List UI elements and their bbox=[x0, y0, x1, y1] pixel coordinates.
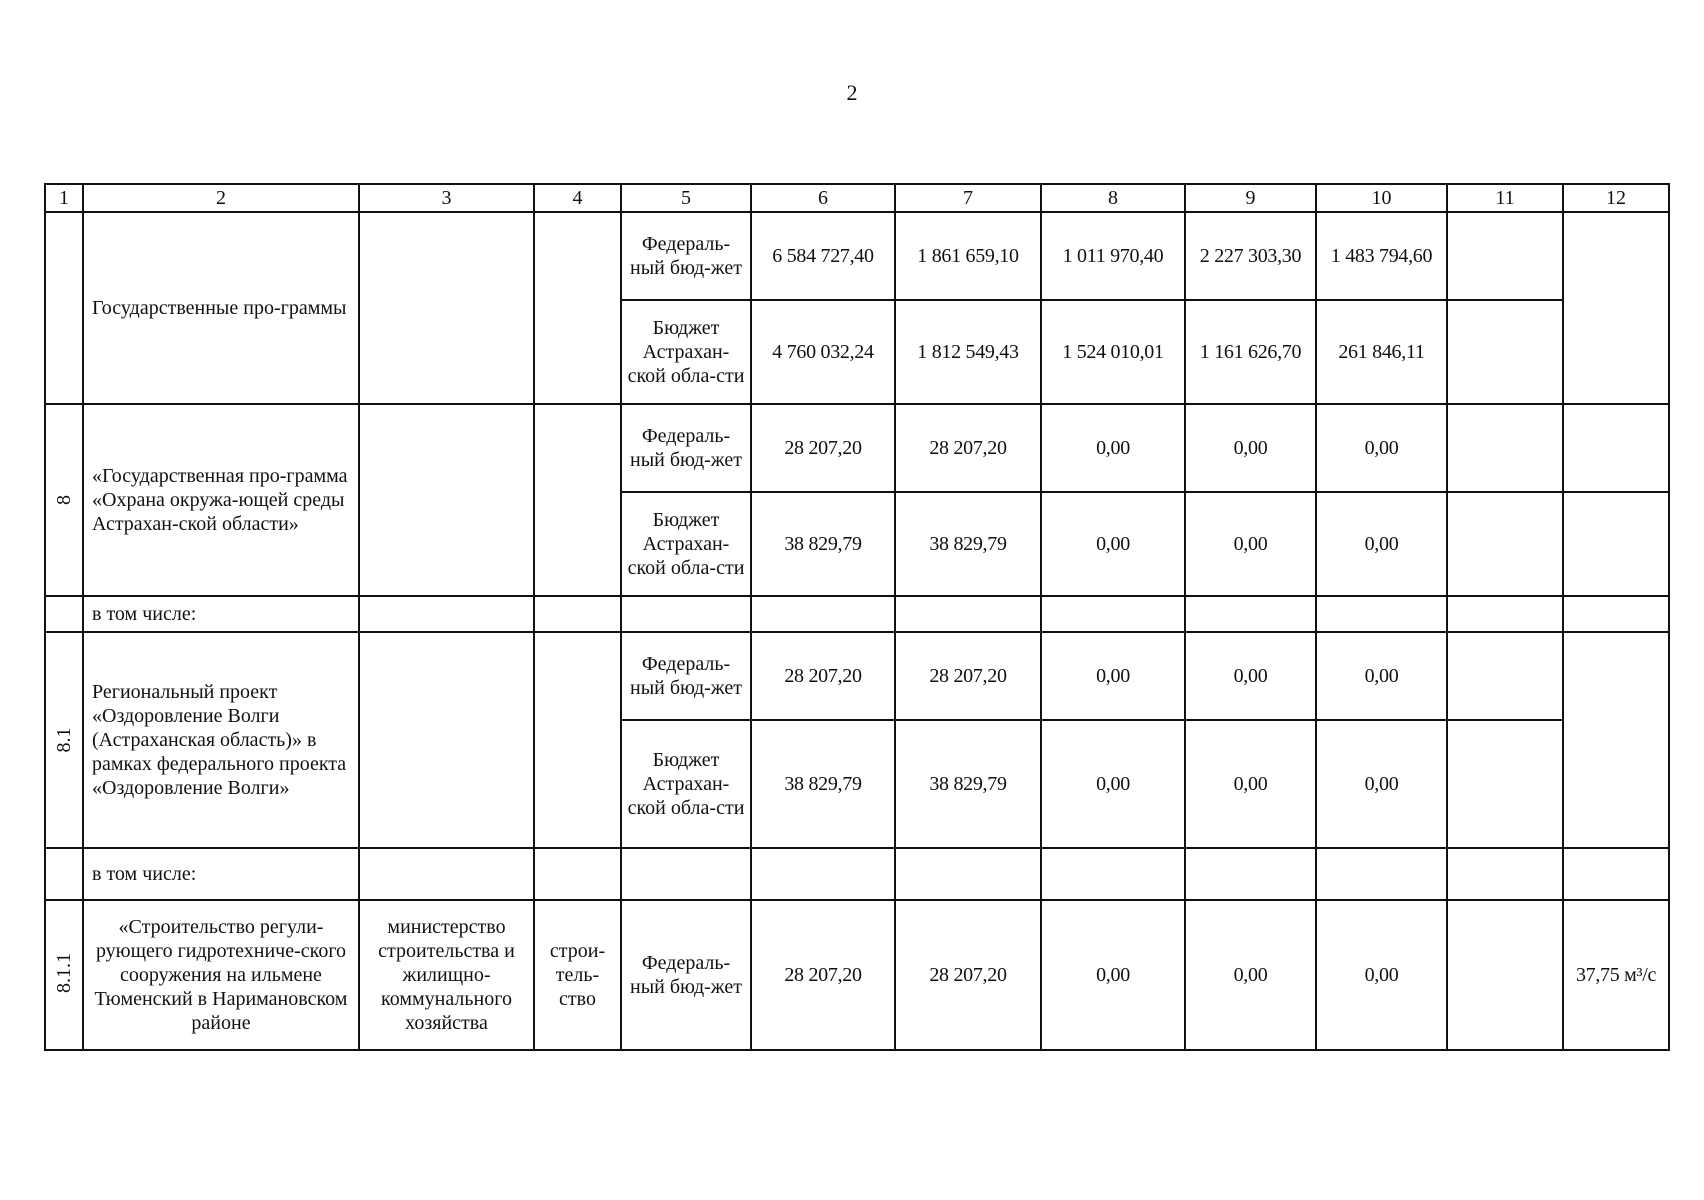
col-header-1: 1 bbox=[45, 184, 83, 212]
table-row bbox=[45, 848, 1669, 900]
responsible-cell bbox=[359, 404, 534, 596]
value-cell: 0,00 bbox=[1041, 492, 1185, 596]
including-label: в том числе: bbox=[83, 848, 359, 900]
col-header-10: 10 bbox=[1316, 184, 1447, 212]
value-cell: 28 207,20 bbox=[895, 632, 1041, 720]
value-cell: 261 846,11 bbox=[1316, 300, 1447, 404]
value-cell: 0,00 bbox=[1316, 492, 1447, 596]
funding-source-cell: Федераль-ный бюд-жет bbox=[621, 632, 751, 720]
responsible-cell: министерство строительства и жилищно-коммунального хозяйства bbox=[359, 900, 534, 1050]
value-cell: 28 207,20 bbox=[751, 900, 895, 1050]
empty-cell bbox=[895, 848, 1041, 900]
value-cell bbox=[1447, 632, 1563, 720]
empty-cell bbox=[359, 596, 534, 632]
indicator-cell bbox=[1563, 632, 1669, 848]
responsible-cell bbox=[359, 212, 534, 404]
value-cell bbox=[1447, 720, 1563, 848]
column-number-row bbox=[45, 184, 1669, 212]
col-header-8: 8 bbox=[1041, 184, 1185, 212]
value-cell: 38 829,79 bbox=[751, 492, 895, 596]
row-number-cell: 8.1 bbox=[45, 632, 83, 848]
empty-cell bbox=[621, 848, 751, 900]
empty-cell bbox=[534, 848, 621, 900]
including-label: в том числе: bbox=[83, 596, 359, 632]
col-header-3: 3 bbox=[359, 184, 534, 212]
empty-cell bbox=[1447, 596, 1563, 632]
budget-table bbox=[44, 183, 1670, 1051]
value-cell: 0,00 bbox=[1316, 720, 1447, 848]
empty-cell bbox=[621, 596, 751, 632]
indicator-cell bbox=[1563, 492, 1669, 596]
empty-cell bbox=[1316, 848, 1447, 900]
indicator-cell bbox=[1563, 212, 1669, 404]
funding-source-cell: Бюджет Астрахан-ской обла-сти bbox=[621, 300, 751, 404]
value-cell: 0,00 bbox=[1041, 632, 1185, 720]
value-cell: 0,00 bbox=[1316, 632, 1447, 720]
value-cell: 4 760 032,24 bbox=[751, 300, 895, 404]
col-header-9: 9 bbox=[1185, 184, 1316, 212]
value-cell: 0,00 bbox=[1185, 492, 1316, 596]
funding-source-cell: Бюджет Астрахан-ской обла-сти bbox=[621, 492, 751, 596]
row-number-cell bbox=[45, 212, 83, 404]
funding-source-cell: Федераль-ный бюд-жет bbox=[621, 212, 751, 300]
col-header-5: 5 bbox=[621, 184, 751, 212]
indicator-cell: 37,75 м³/с bbox=[1563, 900, 1669, 1050]
value-cell: 1 812 549,43 bbox=[895, 300, 1041, 404]
table-row bbox=[45, 596, 1669, 632]
col-header-11: 11 bbox=[1447, 184, 1563, 212]
col-header-6: 6 bbox=[751, 184, 895, 212]
value-cell: 0,00 bbox=[1041, 900, 1185, 1050]
value-cell: 6 584 727,40 bbox=[751, 212, 895, 300]
activity-type-cell bbox=[534, 632, 621, 848]
value-cell: 0,00 bbox=[1041, 404, 1185, 492]
value-cell: 0,00 bbox=[1185, 900, 1316, 1050]
table-row bbox=[45, 404, 1669, 492]
empty-cell bbox=[1563, 848, 1669, 900]
activity-type-cell bbox=[534, 212, 621, 404]
empty-cell bbox=[359, 848, 534, 900]
value-cell: 1 861 659,10 bbox=[895, 212, 1041, 300]
funding-source-cell: Федераль-ный бюд-жет bbox=[621, 900, 751, 1050]
empty-cell bbox=[895, 596, 1041, 632]
value-cell bbox=[1447, 900, 1563, 1050]
value-cell: 38 829,79 bbox=[751, 720, 895, 848]
value-cell: 28 207,20 bbox=[895, 900, 1041, 1050]
value-cell: 0,00 bbox=[1316, 900, 1447, 1050]
empty-cell bbox=[1447, 848, 1563, 900]
value-cell bbox=[1447, 492, 1563, 596]
empty-cell bbox=[534, 596, 621, 632]
empty-cell bbox=[1041, 848, 1185, 900]
value-cell bbox=[1447, 300, 1563, 404]
row-name-cell: Региональный проект «Оздоровление Волги (Астраханская область)» в рамках федерального проекта «Оздоровление Волги» bbox=[83, 632, 359, 848]
row-name-cell: Государственные про-граммы bbox=[83, 212, 359, 404]
empty-cell bbox=[1563, 596, 1669, 632]
col-header-12: 12 bbox=[1563, 184, 1669, 212]
table-row bbox=[45, 632, 1669, 720]
value-cell: 0,00 bbox=[1185, 404, 1316, 492]
value-cell: 1 011 970,40 bbox=[1041, 212, 1185, 300]
empty-cell bbox=[1316, 596, 1447, 632]
activity-type-cell bbox=[534, 404, 621, 596]
row-number-cell bbox=[45, 848, 83, 900]
funding-source-cell: Бюджет Астрахан-ской обла-сти bbox=[621, 720, 751, 848]
responsible-cell bbox=[359, 632, 534, 848]
empty-cell bbox=[1185, 848, 1316, 900]
row-number-cell: 8 bbox=[45, 404, 83, 596]
row-number-cell: 8.1.1 bbox=[45, 900, 83, 1050]
col-header-7: 7 bbox=[895, 184, 1041, 212]
col-header-4: 4 bbox=[534, 184, 621, 212]
activity-type-cell: строи-тель-ство bbox=[534, 900, 621, 1050]
value-cell: 38 829,79 bbox=[895, 720, 1041, 848]
value-cell: 1 483 794,60 bbox=[1316, 212, 1447, 300]
row-name-cell: «Государственная про-грамма «Охрана окружа-ющей среды Астрахан-ской области» bbox=[83, 404, 359, 596]
row-name-cell: «Строительство регули-рующего гидротехниче-ского сооружения на ильмене Тюменский в Наримановском районе bbox=[83, 900, 359, 1050]
value-cell: 0,00 bbox=[1041, 720, 1185, 848]
indicator-cell bbox=[1563, 404, 1669, 492]
value-cell: 2 227 303,30 bbox=[1185, 212, 1316, 300]
empty-cell bbox=[751, 596, 895, 632]
page-number: 2 bbox=[846, 80, 858, 105]
value-cell: 38 829,79 bbox=[895, 492, 1041, 596]
value-cell bbox=[1447, 404, 1563, 492]
empty-cell bbox=[751, 848, 895, 900]
value-cell: 28 207,20 bbox=[895, 404, 1041, 492]
empty-cell bbox=[1041, 596, 1185, 632]
funding-source-cell: Федераль-ный бюд-жет bbox=[621, 404, 751, 492]
value-cell: 0,00 bbox=[1316, 404, 1447, 492]
value-cell: 1 524 010,01 bbox=[1041, 300, 1185, 404]
value-cell: 1 161 626,70 bbox=[1185, 300, 1316, 404]
row-number-cell bbox=[45, 596, 83, 632]
value-cell bbox=[1447, 212, 1563, 300]
table-row bbox=[45, 900, 1669, 1050]
col-header-2: 2 bbox=[83, 184, 359, 212]
value-cell: 28 207,20 bbox=[751, 632, 895, 720]
value-cell: 0,00 bbox=[1185, 632, 1316, 720]
empty-cell bbox=[1185, 596, 1316, 632]
value-cell: 0,00 bbox=[1185, 720, 1316, 848]
value-cell: 28 207,20 bbox=[751, 404, 895, 492]
table-row bbox=[45, 212, 1669, 300]
